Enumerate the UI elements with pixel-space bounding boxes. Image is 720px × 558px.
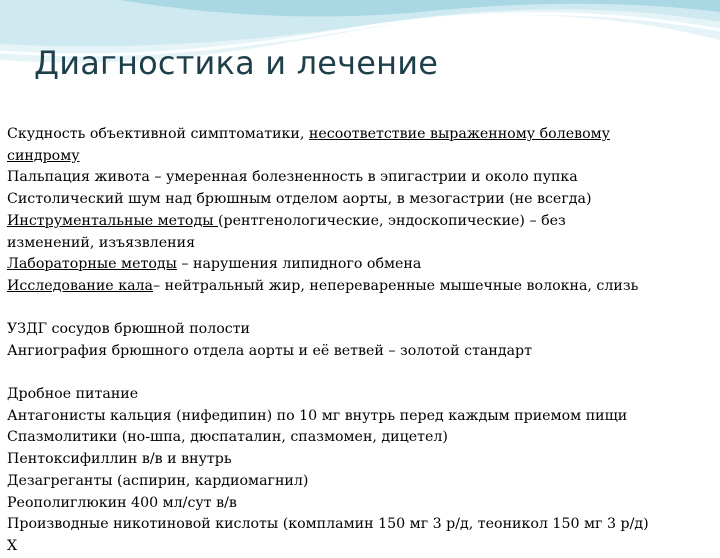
imaging-item-ultrasound: УЗДГ сосудов брюшной полости [7, 321, 251, 338]
treatment-item-antiplatelets: Дезагреганты (аспирин, кардиомагнил) [7, 472, 309, 489]
page-title: Диагностика и лечение [34, 44, 439, 82]
underlined-text: Инструментальные методы [7, 212, 218, 229]
text-segment: – нарушения липидного обмена [176, 256, 422, 273]
diagnostic-item-instrumental [7, 211, 715, 233]
underlined-text: Лабораторные методы [7, 256, 177, 273]
treatment-item-spasmolytics: Спазмолитики (но-шпа, дюспаталин, спазмомен, дицетел) [7, 429, 448, 446]
diagnostic-item-stool [7, 276, 715, 298]
underlined-text: Исследование кала [7, 277, 154, 294]
text-segment: Скудность объективной симптоматики, [7, 126, 309, 142]
imaging-item-angiography: Ангиография брюшного отдела аорты и её ветвей – золотой стандарт [7, 342, 532, 359]
diagnostic-item-palpation: Пальпация живота – умеренная болезненность в эпигастрии и около пупка [7, 169, 578, 186]
slide-body [7, 124, 715, 554]
diagnostic-item-symptoms-cont [7, 146, 715, 168]
spacer [7, 298, 715, 320]
treatment-item-pentoxifylline: Пентоксифиллин в/в и внутрь [7, 451, 232, 468]
spacer [7, 363, 715, 385]
underlined-text: несоответствие выраженному болевому [308, 126, 611, 142]
treatment-item-reopolyglucin: Реополиглюкин 400 мл/сут в/в [7, 494, 237, 511]
text-segment: (рентгенологические, эндоскопические) – без [218, 212, 566, 229]
diagnostic-item-murmur: Систолический шум над брюшным отделом аорты, в мезогастрии (не всегда) [7, 191, 592, 208]
treatment-item-calcium-antagonists: Антагонисты кальция (нифедипин) по 10 мг внутрь перед каждым приемом пищи [7, 407, 628, 424]
treatment-item-nicotinic-acid: Производные никотиновой кислоты (компламин 150 мг 3 р/д, теоникол 150 мг 3 р/д) [7, 516, 649, 533]
underlined-text: синдрому [7, 147, 80, 164]
text-segment: – нейтральный жир, непереваренные мышечные волокна, слизь [153, 277, 639, 294]
treatment-item-cutoff: Х [7, 537, 18, 554]
treatment-item-diet: Дробное питание [7, 386, 139, 403]
diagnostic-item-instrumental-cont: изменений, изъязвления [7, 234, 196, 251]
diagnostic-item-laboratory [7, 254, 715, 276]
diagnostic-item-symptoms [7, 124, 715, 146]
